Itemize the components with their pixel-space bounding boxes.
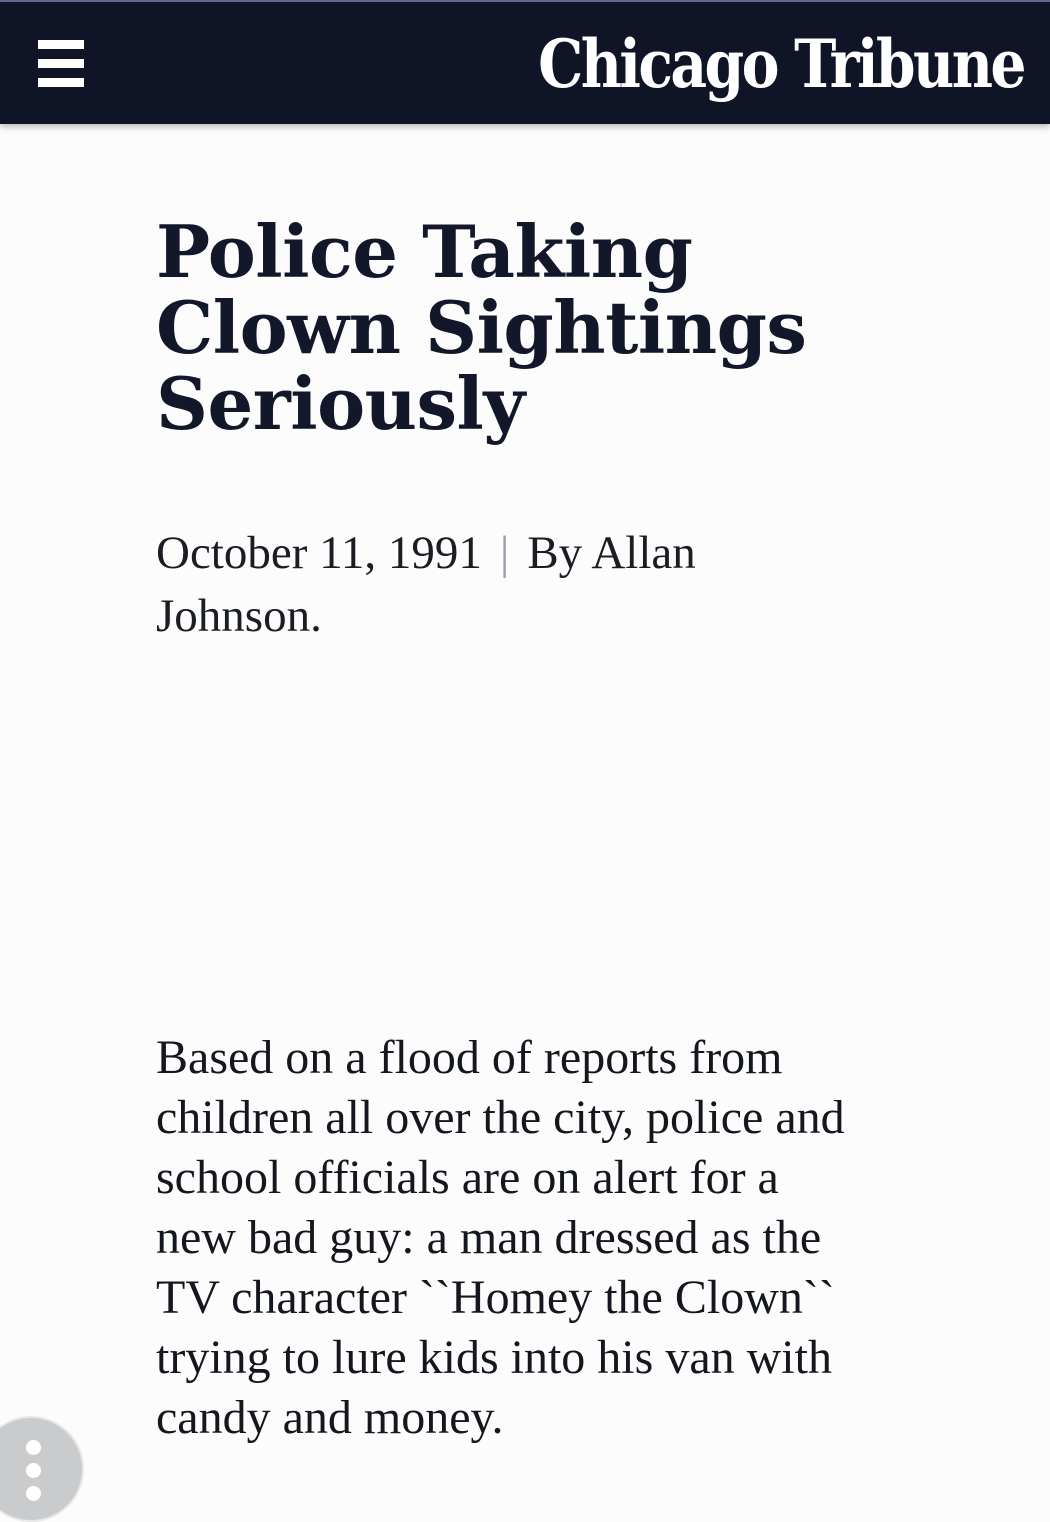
publish-date: October 11, 1991 bbox=[156, 527, 482, 579]
article bbox=[156, 209, 856, 1448]
blank-ad-space bbox=[156, 648, 856, 1028]
hamburger-menu-icon[interactable] bbox=[38, 40, 86, 90]
menu-line bbox=[38, 40, 84, 49]
chicago-tribune-logo[interactable]: Chicago Tribune bbox=[538, 25, 1024, 103]
menu-line bbox=[38, 59, 84, 68]
more-options-button[interactable] bbox=[0, 1416, 84, 1522]
author-name: By Allan Johnson. bbox=[156, 527, 696, 642]
top-navigation-bar bbox=[0, 0, 1050, 124]
menu-line bbox=[38, 78, 84, 87]
article-headline: Police Taking Clown Sightings Seriously bbox=[156, 209, 807, 446]
article-body-paragraph: Based on a flood of reports from children all over the city, police and school officials are on alert for a new bad guy: a man dressed as the TV character ``Homey the Clown`` trying to lure kids into his van with candy and money. bbox=[156, 1031, 845, 1444]
byline-separator: | bbox=[499, 527, 510, 579]
vertical-dots-icon bbox=[26, 1440, 41, 1455]
article-byline bbox=[156, 522, 816, 648]
vertical-dots-icon bbox=[26, 1463, 41, 1478]
vertical-dots-icon bbox=[26, 1486, 41, 1501]
